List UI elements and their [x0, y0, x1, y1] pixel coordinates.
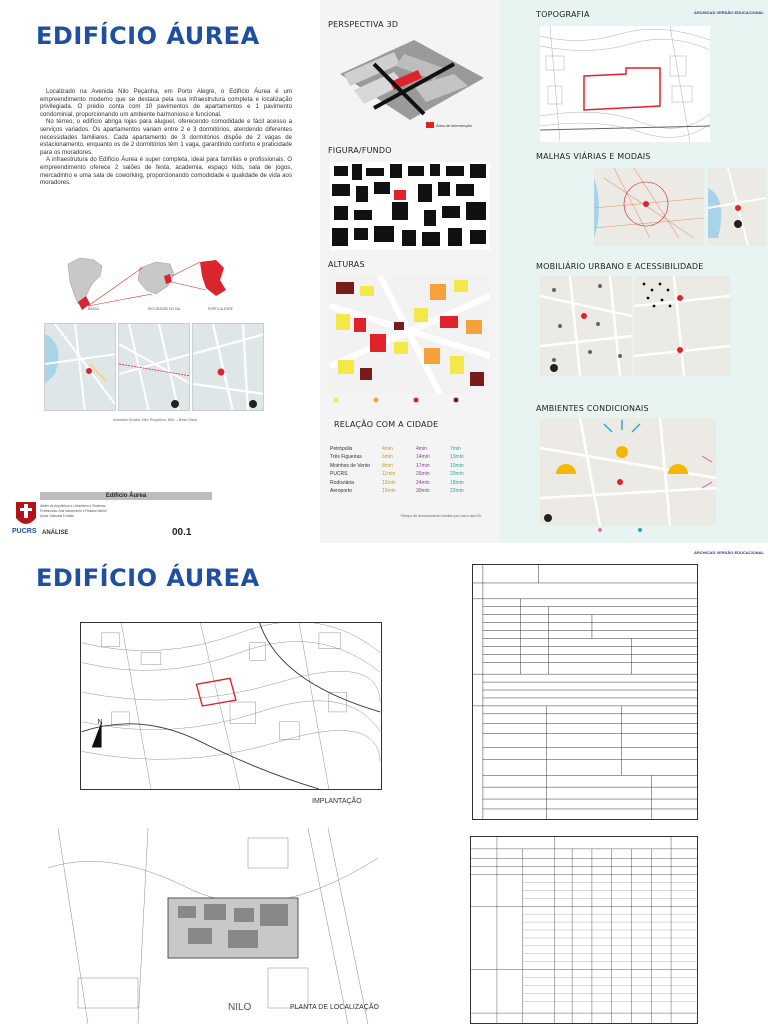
label-rs: RIO GRANDE DO SUL: [148, 307, 181, 311]
walk-time: 6min: [382, 454, 393, 461]
bike-time: 13min: [450, 454, 464, 461]
walk-time: 8min: [382, 462, 393, 469]
road-network-map: [594, 168, 704, 246]
street-caption: Avenida Doutor Nilo Peçanha, 690 – Bela Vista: [113, 417, 197, 422]
titleblock-line: Atelier de Arquitetura e Urbanismo e Sistemas: [40, 504, 106, 508]
implantacao-caption: IMPLANTAÇÃO: [312, 798, 362, 805]
titleblock-line: Aluna: Manuela Furtado: [40, 514, 75, 518]
bike-time: 10min: [450, 462, 464, 469]
bus-time: 30min: [416, 487, 430, 494]
relation-place: Rodoviária: [330, 479, 354, 486]
accessibility-map: [634, 276, 730, 384]
bus-time: 26min: [416, 471, 430, 478]
modal-map: [708, 168, 766, 246]
svg-text:N: N: [97, 718, 103, 726]
section-malhas: MALHAS VIÁRIAS E MODAIS: [536, 152, 651, 161]
label-brasil: BRASIL: [88, 307, 100, 311]
relation-note: *Tempo de deslocamento medido por carro das FA.: [400, 514, 482, 518]
header-tag: ARCHICAD VERSÃO EDUCACIONAL: [694, 550, 765, 555]
logo-text: PUCRS: [12, 528, 37, 535]
bike-time: 22min: [450, 487, 464, 494]
left-panel: [0, 0, 320, 543]
heights-map: [330, 276, 490, 406]
section-relacao: RELAÇÃO COM A CIDADE: [334, 420, 439, 429]
intro-paragraph: A infraestrutura do Edifício Áurea é super completa, ideal para famílias e profissionais. O empreendimento oferece 2 salões de festa, academia, espaço kids, sala de jogos, mercadinho e uma sala de coworking, proporcionando comodidade e qualidade de vida aos moradores.: [40, 156, 292, 187]
intro-text: [40, 88, 292, 187]
location-labels: [60, 307, 260, 315]
page-title: EDIFÍCIO ÁUREA: [36, 564, 260, 592]
bus-time: 4min: [416, 446, 427, 452]
bike-time: 7min: [450, 446, 461, 452]
relation-row: [330, 480, 500, 488]
intro-paragraph: Localizado na Avenida Nilo Peçanha, em Porto Alegre, o Edifício Áurea é um empreendimento moderno que se destaca pela sua infraestrutura completa e localização privilegiada. O prédio conta com 10 pavimentos de apartamentos e 1 pavimento condominial, proporcionando um ambiente harmonioso e funcional.: [40, 88, 292, 118]
relation-row: [330, 488, 500, 496]
drawings-sheet: [0, 548, 768, 1024]
relation-row: [330, 454, 500, 462]
section-mobiliario: MOBILIÁRIO URBANO E ACESSIBILIDADE: [536, 262, 704, 271]
relation-place: Aeroporto: [330, 487, 352, 494]
areas-table: [470, 836, 698, 1024]
bus-time: 14min: [416, 454, 430, 461]
bike-time: 18min: [450, 479, 464, 486]
header-tag: ARCHICAD VERSÃO EDUCACIONAL: [694, 10, 765, 15]
bus-time: 24min: [416, 479, 430, 486]
relation-row: [330, 446, 500, 454]
walk-time: 12min: [382, 479, 396, 486]
titleblock-line: Professoras: Ana Nascimento e Rosana Sartori: [40, 509, 107, 513]
title-block: [12, 492, 202, 542]
relation-place: Petrópolis: [330, 446, 353, 452]
walk-time: 11min: [382, 471, 396, 478]
street-map: [44, 323, 116, 411]
relation-place: Moinhos de Vento: [330, 462, 371, 469]
city-relation-table: [330, 446, 500, 496]
analise-label: ANÁLISE: [42, 530, 69, 536]
street-label: NILO: [228, 1002, 252, 1013]
section-perspectiva: PERSPECTIVA 3D: [328, 20, 399, 29]
relation-row: [330, 463, 500, 471]
section-topografia: TOPOGRAFIA: [536, 10, 590, 19]
walk-time: 4min: [382, 446, 393, 452]
section-ambientes: AMBIENTES CONDICIONAIS: [536, 404, 649, 413]
page-title: EDIFÍCIO ÁUREA: [36, 22, 260, 50]
intro-paragraph: No térreo, o edifício abriga lojas para aluguel, oferecendo comodidade e fácil acesso a serviços variados. Os apartamentos variam entre 2 e 3 dormitórios, atendendo diferentes necessidades familiares. Cada apartamento de 3 dormitórios dispõe de 2 vagas de estacionamento, enquanto os de 2 dormitórios têm 1 vaga, garantindo conforto e praticidade para os moradores.: [40, 118, 292, 156]
figure-ground-map: [330, 162, 490, 250]
perspective-3d-image: [334, 34, 490, 134]
location-map: [60, 254, 250, 314]
implantacao-drawing: [80, 622, 382, 790]
relation-place: PUCRS: [330, 471, 348, 478]
urban-furniture-map: [540, 276, 632, 384]
topography-map: [540, 26, 710, 142]
walk-time: 10min: [382, 487, 396, 494]
section-alturas: ALTURAS: [328, 260, 365, 269]
right-panel: [500, 0, 768, 543]
bus-time: 17min: [416, 462, 430, 469]
street-map: [118, 323, 190, 411]
specification-table: [472, 564, 698, 820]
planta-localizacao-drawing: [48, 828, 378, 1024]
titleblock-name: Edifício Áurea: [40, 492, 212, 500]
street-map: [192, 323, 264, 411]
street-maps: [44, 323, 264, 411]
section-figura-fundo: FIGURA/FUNDO: [328, 146, 392, 155]
sheet-number: 00.1: [172, 527, 192, 538]
label-poa: PORTO ALEGRE: [208, 307, 233, 311]
planta-localizacao-caption: PLANTA DE LOCALIZAÇÃO: [290, 1004, 379, 1011]
environmental-conditions-map: [540, 418, 716, 534]
relation-place: Três Figueiras: [330, 454, 362, 461]
relation-row: [330, 471, 500, 479]
perspective-legend: Área de intervenção: [436, 123, 472, 128]
bike-time: 20min: [450, 471, 464, 478]
